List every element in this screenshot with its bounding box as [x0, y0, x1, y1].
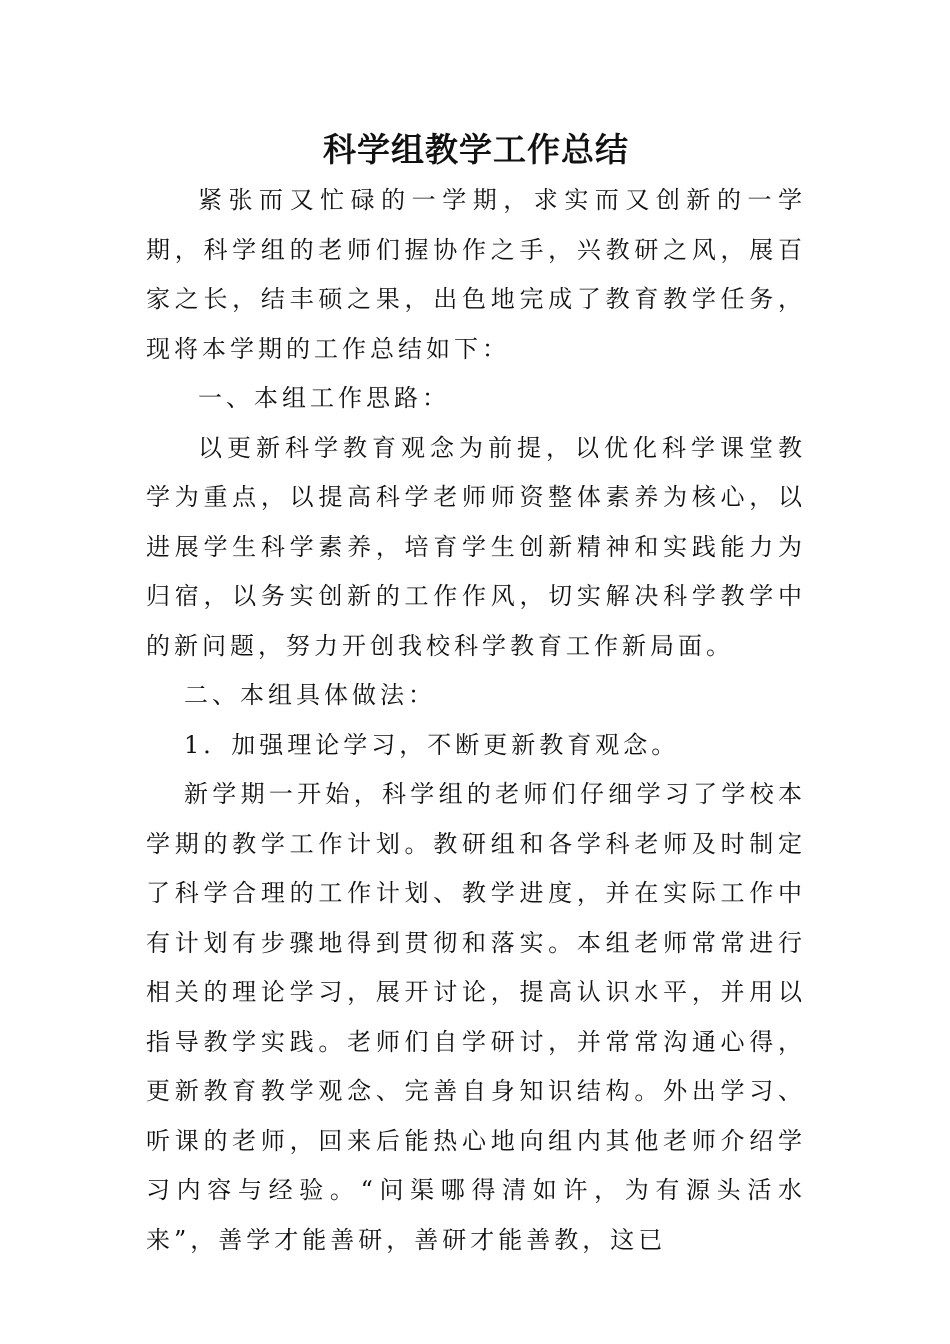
heading-work-approach: 一、本组工作思路： [198, 384, 450, 412]
paragraph-intro: 紧张而又忙碌的一学期，求实而又创新的一学期，科学组的老师们握协作之手，兴教研之风，展百家之长，结丰硕之果，出色地完成了教育教学任务，现将本学期的工作总结如下： [146, 186, 806, 363]
heading-specific-practices: 二、本组具体做法： [184, 681, 436, 709]
paragraph-work-approach: 以更新科学教育观念为前提，以优化科学课堂教学为重点，以提高科学老师师资整体素养为核心，以进展学生科学素养，培育学生创新精神和实践能力为归宿，以务实创新的工作作风，切实解决科学教学中的新问题，努力开创我校科学教育工作新局面。 [146, 433, 806, 660]
document-title: 科学组教学工作总结 [323, 130, 629, 169]
paragraph-theory-study: 新学期一开始，科学组的老师们仔细学习了学校本学期的教学工作计划。教研组和各学科老师及时制定了科学合理的工作计划、教学进度，并在实际工作中有计划有步骤地得到贯彻和落实。本组老师常常进行相关的理论学习，展开讨论，提高认识水平，并用以指导教学实践。老师们自学研讨，并常常沟通心得，更新教育教学观念、完善自身知识结构。外出学习、听课的老师，回来后能热心地向组内其他老师介绍学习内容与经验。“问渠哪得清如许，为有源头活水来”，善学才能善研，善研才能善教，这已 [146, 780, 806, 1254]
subheading-theory-study: 1．加强理论学习，不断更新教育观念。 [184, 730, 680, 759]
document-body [146, 176, 806, 1265]
